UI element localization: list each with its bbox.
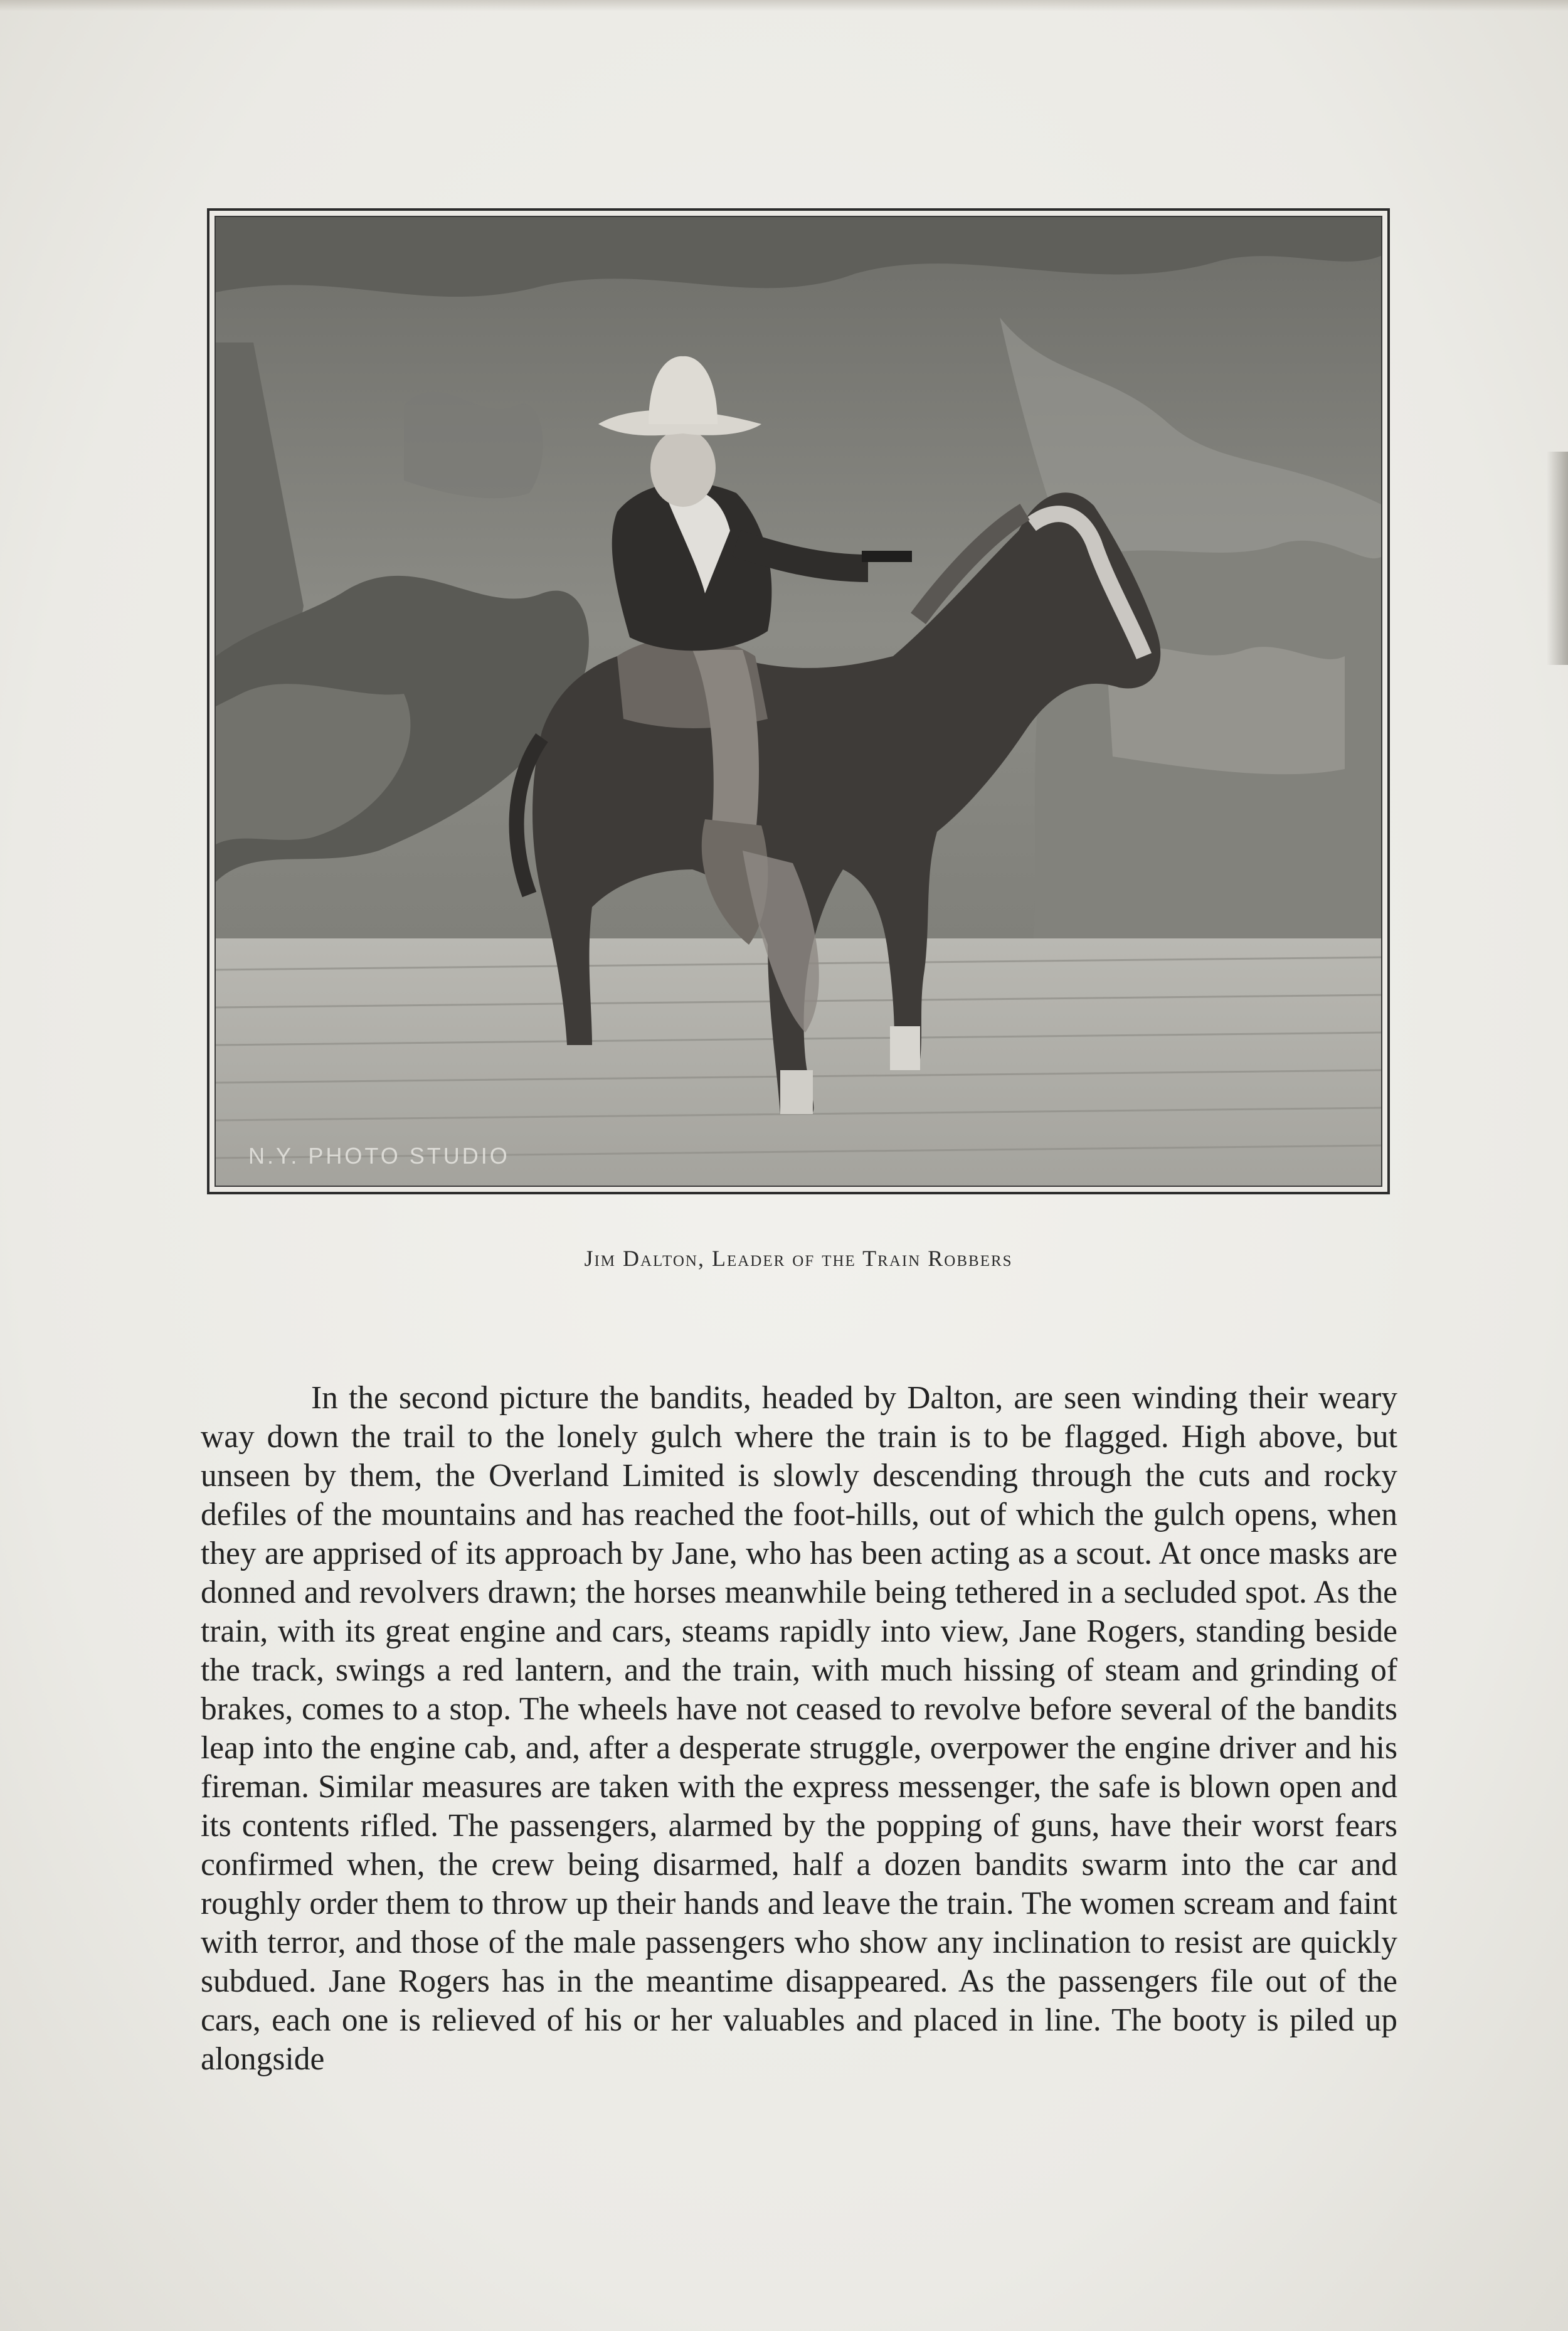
body-paragraph: In the second picture the bandits, headed by Dalton, are seen winding their weary way down the trail to the lonely gulch where the train is to be flagged. High above, but unseen by them, the Overland Limited is slowly descending through the cuts and rocky defiles of the mountains and has reached the foot-hills, out of which the gulch opens, when they are apprised of its approach by Jane, who has been acting as a scout. At once masks are donned and revolvers drawn; the horses meanwhile being tethered in a secluded spot. As the train, with its great engine and cars, steams rapidly into view, Jane Rogers, standing beside the track, swings a red lantern, and the train, with much hissing of steam and grinding of brakes, comes to a stop. The wheels have not ceased to revolve before several of the bandits leap into the engine cab, and, after a desperate struggle, overpower the engine driver and his fireman. Similar measures are taken with the express messenger, the safe is blown open and its contents rifled. The passengers, alarmed by the popping of guns, have their worst fears confirmed when, the crew being disarmed, half a dozen bandits swarm into the car and roughly order them to throw up their hands and leave the train. The women scream and faint with terror, and those of the male passengers who show any inclination to resist are quickly subdued. Jane Rogers has in the meantime disappeared. As the passengers file out of the cars, each one is relieved of his or her valuables and placed in line. The booty is piled up alongside — [201, 1380, 1397, 2077]
photo-caption: Jim Dalton, Leader of the Train Robbers — [584, 1246, 1013, 1271]
photo-credit: N.Y. PHOTO STUDIO — [248, 1143, 510, 1169]
body-text — [201, 1379, 1397, 2079]
photo-plate — [207, 208, 1390, 1194]
cowboy-on-horse-illustration — [216, 217, 1382, 1187]
paper-fold-shadow — [1547, 452, 1568, 665]
photograph — [215, 216, 1382, 1187]
paper-edge — [0, 0, 1568, 11]
